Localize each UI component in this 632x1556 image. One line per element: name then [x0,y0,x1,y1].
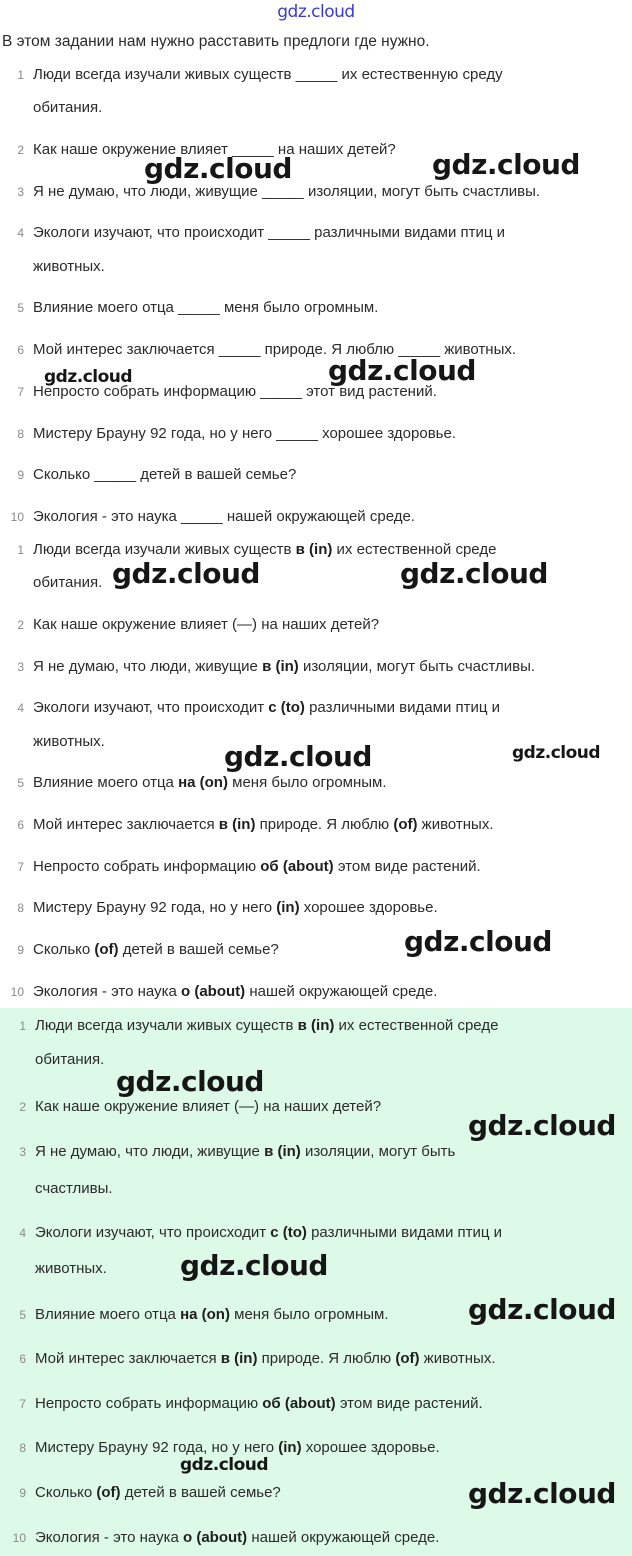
item-text: Сколько (of) детей в вашей семье? [33,941,279,958]
task-intro: В этом задании нам нужно расставить предлоги где нужно. [2,33,430,50]
item-number: 1 [19,1019,26,1033]
item-text: Мистеру Брауну 92 года, но у него _____ хорошее здоровье. [33,425,456,442]
item-number: 10 [10,510,24,524]
item-number: 2 [17,618,24,632]
item-number: 5 [17,776,24,790]
watermark: gdz.cloud [180,1455,269,1475]
item-text: Влияние моего отца на (on) меня было огромным. [35,1306,389,1323]
watermark: gdz.cloud [112,557,260,590]
item-text: Экология - это наука о (about) нашей окружающей среде. [35,1529,440,1546]
item-number: 10 [10,985,24,999]
item-text: Мистеру Брауну 92 года, но у него (in) хорошее здоровье. [35,1439,440,1456]
item-text: Как наше окружение влияет (—) на наших детей? [35,1098,382,1115]
watermark: gdz.cloud [328,354,476,387]
item-text: Мой интерес заключается _____ природе. Я люблю _____ животных. [33,341,517,358]
item-number: 10 [12,1531,26,1545]
item-text: Влияние моего отца на (on) меня было огромным. [33,774,387,791]
item-text: животных. [35,1260,107,1277]
item-number: 2 [17,143,24,157]
item-text: Экология - это наука _____ нашей окружающей среде. [33,508,415,525]
item-number: 8 [17,901,24,915]
item-number: 9 [17,468,24,482]
item-number: 8 [19,1441,26,1455]
item-text: Сколько _____ детей в вашей семье? [33,466,297,483]
item-number: 6 [19,1352,26,1366]
item-text: счастливы. [35,1180,113,1197]
item-text: Как наше окружение влияет (—) на наших детей? [33,616,380,633]
item-number: 4 [19,1226,26,1240]
item-number: 7 [17,860,24,874]
item-text: Я не думаю, что люди, живущие _____ изоляции, могут быть счастливы. [33,183,541,200]
item-number: 9 [17,943,24,957]
item-text: Я не думаю, что люди, живущие в (in) изоляции, могут быть [35,1143,456,1160]
watermark: gdz.cloud [512,743,601,763]
watermark: gdz.cloud [468,1477,616,1510]
item-number: 4 [17,226,24,240]
item-number: 3 [17,660,24,674]
item-text: Экологи изучают, что происходит _____ различными видами птиц и [33,224,506,241]
item-text: обитания. [35,1051,105,1068]
item-text: Сколько (of) детей в вашей семье? [35,1484,281,1501]
item-text: Люди всегда изучали живых существ в (in) их естественной среде [33,541,497,558]
item-text: Я не думаю, что люди, живущие в (in) изоляции, могут быть счастливы. [33,658,536,675]
item-text: Непросто собрать информацию об (about) этом виде растений. [33,858,481,875]
watermark: gdz.cloud [144,152,292,185]
item-text: животных. [33,258,105,275]
watermark: gdz.cloud [432,148,580,181]
item-text: животных. [33,733,105,750]
item-number: 6 [17,343,24,357]
item-number: 7 [19,1397,26,1411]
item-text: Мистеру Брауну 92 года, но у него (in) хорошее здоровье. [33,899,438,916]
item-number: 5 [17,301,24,315]
watermark: gdz.cloud [404,925,552,958]
item-text: Экология - это наука о (about) нашей окружающей среде. [33,983,438,1000]
item-text: Непросто собрать информацию об (about) этом виде растений. [35,1395,483,1412]
item-number: 3 [19,1145,26,1159]
item-number: 7 [17,385,24,399]
item-number: 1 [17,543,24,557]
item-number: 9 [19,1486,26,1500]
watermark: gdz.cloud [180,1249,328,1282]
item-text: Как наше окружение влияет _____ на наших детей? [33,141,396,158]
watermark: gdz.cloud [468,1293,616,1326]
watermark: gdz.cloud [44,367,133,387]
watermark: gdz.cloud [400,557,548,590]
item-text: обитания. [33,99,103,116]
item-text: обитания. [33,574,103,591]
gdz-logo[interactable]: gdz.cloud [277,2,355,22]
item-number: 5 [19,1308,26,1322]
watermark: gdz.cloud [224,740,372,773]
item-number: 8 [17,427,24,441]
item-number: 4 [17,701,24,715]
item-text: Люди всегда изучали живых существ _____ их естественную среду [33,66,503,83]
item-text: Люди всегда изучали живых существ в (in) их естественной среде [35,1017,499,1034]
item-number: 6 [17,818,24,832]
item-text: Мой интерес заключается в (in) природе. Я люблю (of) животных. [35,1350,496,1367]
item-number: 2 [19,1100,26,1114]
item-text: Экологи изучают, что происходит с (to) различными видами птиц и [35,1224,502,1241]
item-number: 1 [17,68,24,82]
item-text: Непросто собрать информацию _____ этот вид растений. [33,383,437,400]
watermark: gdz.cloud [116,1065,264,1098]
item-number: 3 [17,185,24,199]
item-text: Мой интерес заключается в (in) природе. Я люблю (of) животных. [33,816,494,833]
watermark: gdz.cloud [468,1109,616,1142]
item-text: Экологи изучают, что происходит с (to) различными видами птиц и [33,699,500,716]
item-text: Влияние моего отца _____ меня было огромным. [33,299,379,316]
